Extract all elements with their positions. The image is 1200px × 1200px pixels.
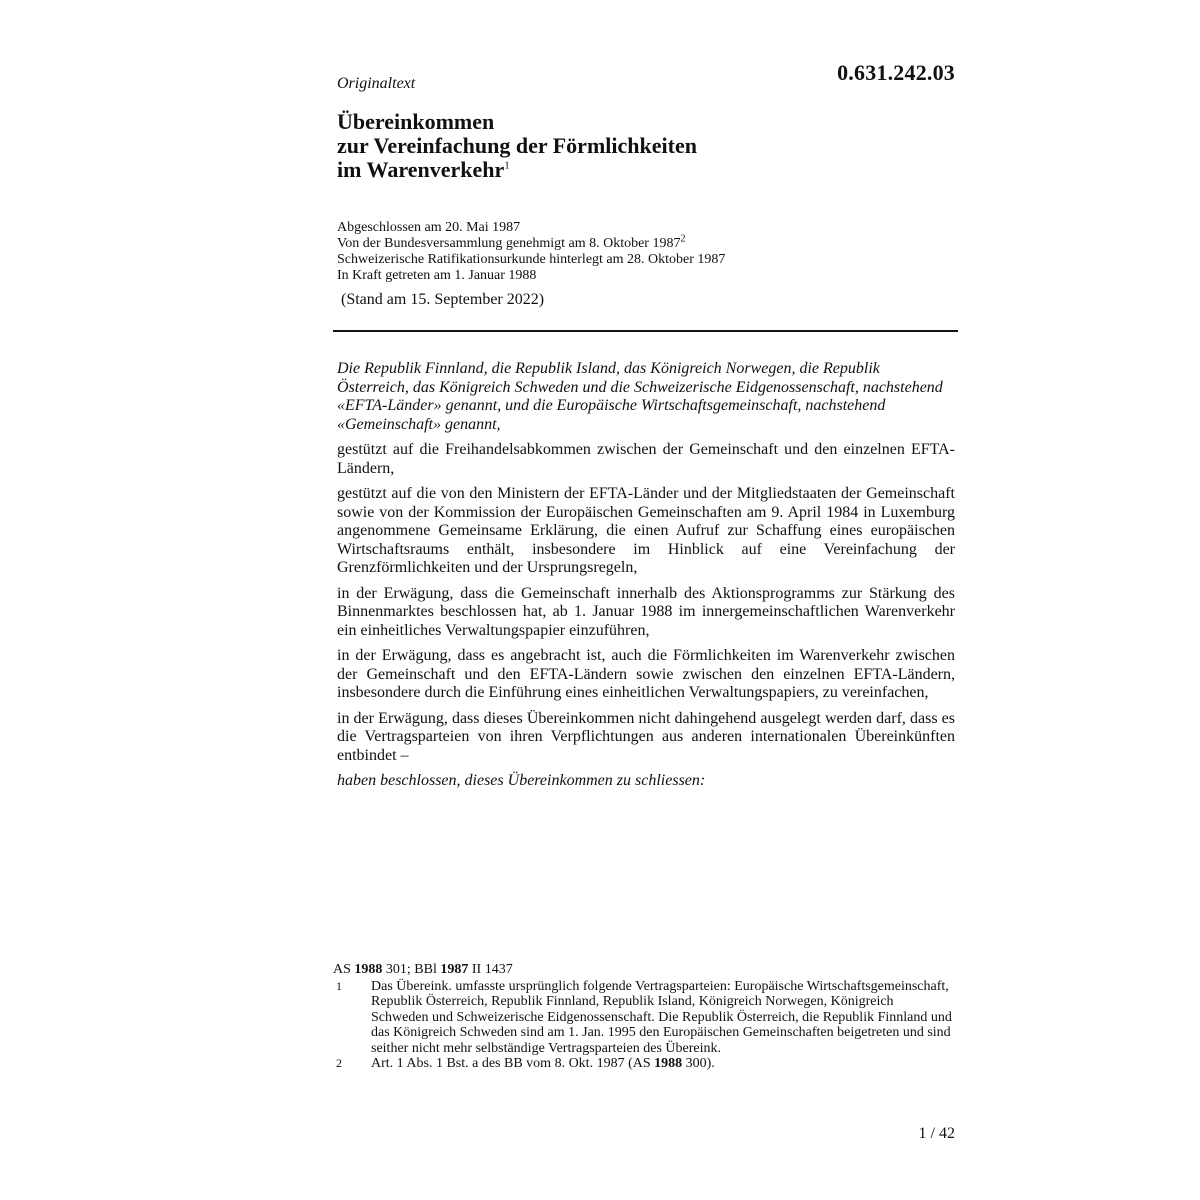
preamble-parties: Die Republik Finnland, die Republik Island, das Königreich Norwegen, die Republik Österreich, das Königreich Schweden und die Schweizerische Eidgenossenschaft, nachstehend «EFTA-Länder» genannt, und die Europäische Wirtschaftsgemeinschaft, nachstehend «Gemeinschaft» genannt, [337,360,943,433]
preamble-paragraph-1: gestützt auf die Freihandelsabkommen zwischen der Gemeinschaft und den einzelnen EFTA-Ländern, [337,441,955,477]
preamble-paragraph-4: in der Erwägung, dass es angebracht ist, auch die Förmlichkeiten im Warenverkehr zwischen der Gemeinschaft und den EFTA-Ländern sowie zwischen den einzelnen EFTA-Ländern, insbesondere durch die Einführung eines einheitlichen Verwaltungspapiers, zu vereinfachen, [337,647,955,701]
ratified-date: Schweizerische Ratifikationsurkunde hinterlegt am 28. Oktober 1987 [337,252,726,267]
approved-date-text: Von der Bundesversammlung genehmigt am 8. Oktober 1987 [337,236,681,251]
footnote-2-number: 2 [336,1056,342,1070]
preamble-paragraph-3: in der Erwägung, dass die Gemeinschaft innerhalb des Aktionsprogramms zur Stärkung des Binnenmarktes beschlossen hat, ab 1. Januar 1988 im innergemeinschaftlichen Warenverkehr ein einheitliches Verwaltungspapier einzuführen, [337,584,955,639]
footnote-2-suffix: 300). [682,1056,715,1071]
approved-footnote-ref[interactable]: 2 [680,233,686,245]
footnotes [333,962,953,1072]
title-line-3 [337,158,697,182]
concluded-date: Abgeschlossen am 20. Mai 1987 [337,220,521,235]
title-line-2: zur Vereinfachung der Förmlichkeiten [337,133,697,158]
footnote-2-prefix: Art. 1 Abs. 1 Bst. a des BB vom 8. Okt. 1987 (AS [371,1056,655,1071]
as-year: 1988 [354,962,383,977]
preamble-paragraph-2: gestützt auf die von den Ministern der EFTA-Länder und der Mitgliedstaaten der Gemeinschaft sowie von der Kommission der Europäischen Gemeinschaften am 9. April 1984 in Luxemburg angenommene Gemeinsame Erklärung, die einen Aufruf zur Schaffung eines europäischen Wirtschaftsraums enthält, insbesondere im Hinblick auf eine Vereinfachung der Grenzförmlichkeiten und der Ursprungsregeln, [337,485,955,576]
page-number: 1 / 42 [918,1125,955,1142]
sr-number: 0.631.242.03 [837,60,955,85]
treaty-metadata [337,220,725,284]
in-force-date: In Kraft getreten am 1. Januar 1988 [337,268,537,283]
title-line-3-text: im Warenverkehr [337,157,505,182]
footnote-1 [333,979,953,1057]
as-mid: 301; BBl [382,962,441,977]
footnote-2-year: 1988 [654,1056,683,1071]
as-prefix: AS [333,962,355,977]
originaltext-label: Originaltext [337,75,416,92]
as-suffix: II 1437 [468,962,513,977]
document-title [337,110,697,182]
footnote-1-number: 1 [336,978,342,993]
bbl-year: 1987 [440,962,469,977]
preamble-closing: haben beschlossen, dieses Übereinkommen zu schliessen: [337,772,706,789]
title-footnote-ref[interactable]: 1 [504,159,510,172]
as-citation [333,962,953,978]
approved-date [337,233,725,252]
preamble-paragraph-5: in der Erwägung, dass dieses Übereinkommen nicht dahingehend ausgelegt werden darf, dass es die Vertragsparteien von ihren Verpflichtungen aus anderen internationalen Übereinkünften entbindet – [337,709,955,764]
header-divider [333,330,958,332]
title-line-1: Übereinkommen [337,109,495,134]
footnote-2 [333,1056,953,1072]
footnote-1-text: Das Übereink. umfasste ursprünglich folgende Vertragsparteien: Europäische Wirtschaftsgemeinschaft, Republik Österreich, Republik Finnland, Republik Island, Königreich Norwegen, Königreich Schweden und Schweizerische Eidgenossenschaft. Die Republik Österreich, die Republik Finnland und das Königreich Schweden sind am 1. Jan. 1995 den Europäischen Gemeinschaften beigetreten und sind seither nicht mehr selbständige Vertragsparteien des Übereink. [371,978,952,1056]
stand-date: (Stand am 15. September 2022) [341,291,545,308]
preamble [337,360,955,798]
